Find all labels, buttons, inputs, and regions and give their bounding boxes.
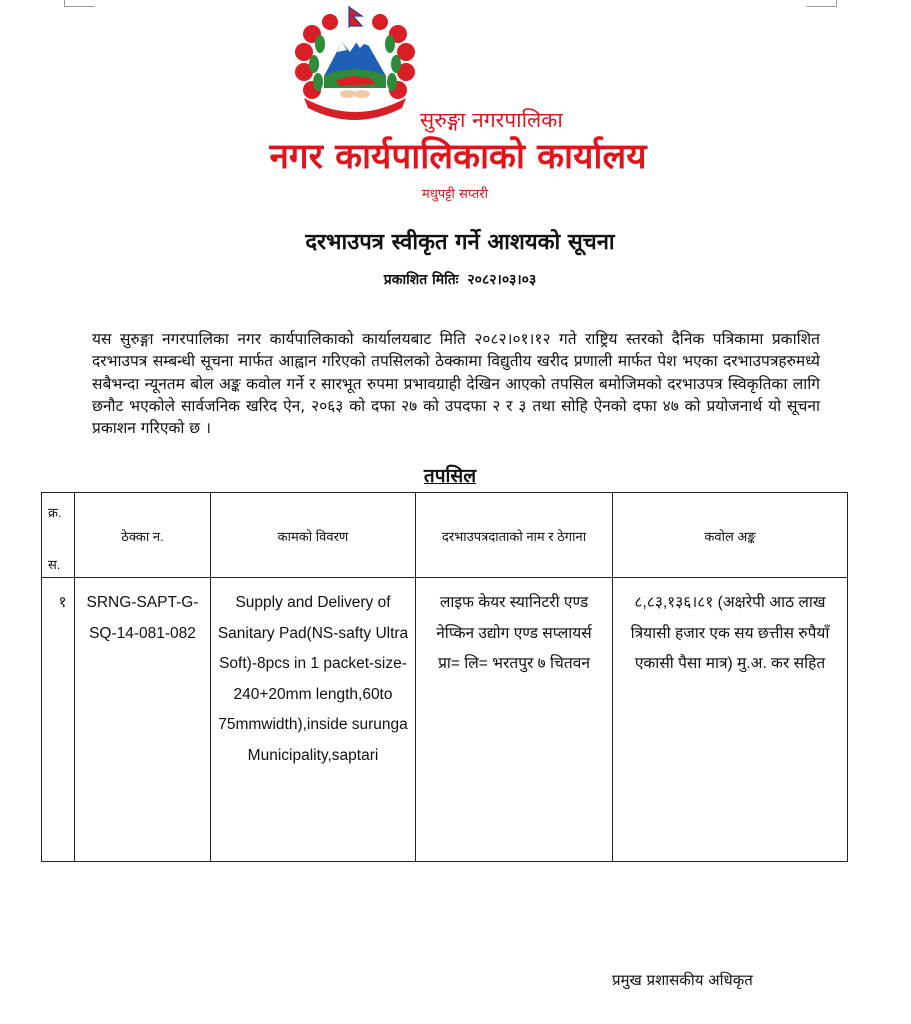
office-location: मधुपट्टी सप्तरी <box>422 187 488 202</box>
header-contract-no <box>75 493 211 578</box>
page-corner-mark-right <box>806 0 837 7</box>
emblem-ribbon <box>304 98 406 120</box>
municipality-name: सुरुङ्गा नगरपालिका <box>420 108 563 132</box>
header-bidder <box>416 493 613 578</box>
cell-amount: ८,८३,१३६।८१ (अक्षरेपी आठ लाख त्रियासी हजार एक सय छत्तीस रुपैयाँ एकासी पैसा मात्र) मु.अ. कर सहित <box>613 578 848 862</box>
nepal-emblem-logo <box>290 4 420 124</box>
section-heading: तपसिल <box>423 465 477 487</box>
office-title: नगर कार्यपालिकाको कार्यालय <box>269 137 647 177</box>
published-date: २०८२।०३।०३ <box>467 272 537 288</box>
signatory-title: प्रमुख प्रशासकीय अधिकृत <box>612 971 753 989</box>
cell-serial-number: १ <box>42 578 75 862</box>
cell-description: Supply and Delivery of Sanitary Pad(NS-safty Ultra Soft)-8pcs in 1 packet-size-240+20mm length,60to 75mmwidth),inside surunga Municipality,saptari <box>211 578 416 862</box>
header-description-label: कामको विवरण <box>277 529 349 544</box>
cell-contract-no: SRNG-SAPT-G-SQ-14-081-082 <box>75 578 211 862</box>
notice-title: दरभाउपत्र स्वीकृत गर्ने आशयको सूचना <box>305 230 615 255</box>
header-amount <box>613 493 848 578</box>
table-row <box>42 578 848 862</box>
header-amount-label: कवोल अङ्क <box>704 529 756 544</box>
page-corner-mark-left <box>64 0 95 7</box>
award-table <box>41 492 848 862</box>
published-date-line <box>300 270 620 289</box>
nepal-flag-icon <box>349 6 362 28</box>
cell-bidder: लाइफ केयर स्यानिटरी एण्ड नेप्किन उद्योग एण्ड सप्लायर्स प्रा= लि= भरतपुर ७ चितवन <box>416 578 613 862</box>
header-bidder-label: दरभाउपत्रदाताको नाम र ठेगाना <box>441 529 587 544</box>
header-contract-no-label: ठेक्का न. <box>121 529 164 544</box>
header-serial-number <box>42 493 75 578</box>
header-description <box>211 493 416 578</box>
published-label: प्रकाशित मितिः <box>383 272 459 288</box>
table-header-row <box>42 493 848 578</box>
header-sn-bottom: स. <box>48 557 61 572</box>
header-sn-top: क्र. <box>48 505 62 520</box>
notice-body: यस सुरुङ्गा नगरपालिका नगर कार्यपालिकाको कार्यालयबाट मिति २०८२।०१।१२ गते राष्ट्रिय स्तरको दैनिक पत्रिकामा प्रकाशित दरभाउपत्र सम्बन्धी सूचना मार्फत आह्वान गरिएको तपसिलको ठेक्कामा विद्युतीय खरीद प्रणाली मार्फत पेश भएका दरभाउपत्रहरुमध्ये सबैभन्दा न्यूनतम बोल अङ्क कवोल गर्ने र सारभूत रुपमा प्रभावग्राही देखिन आएको तपसिल बमोजिमको दरभाउपत्र स्विकृतिका लागि छनौट भएकोले सार्वजनिक खरिद ऐन, २०६३ को दफा २७ को उपदफा २ र ३ तथा सोहि ऐनको दफा ४७ को प्रयोजनार्थ यो सूचना प्रकाशन गरिएको छ । <box>92 330 820 438</box>
